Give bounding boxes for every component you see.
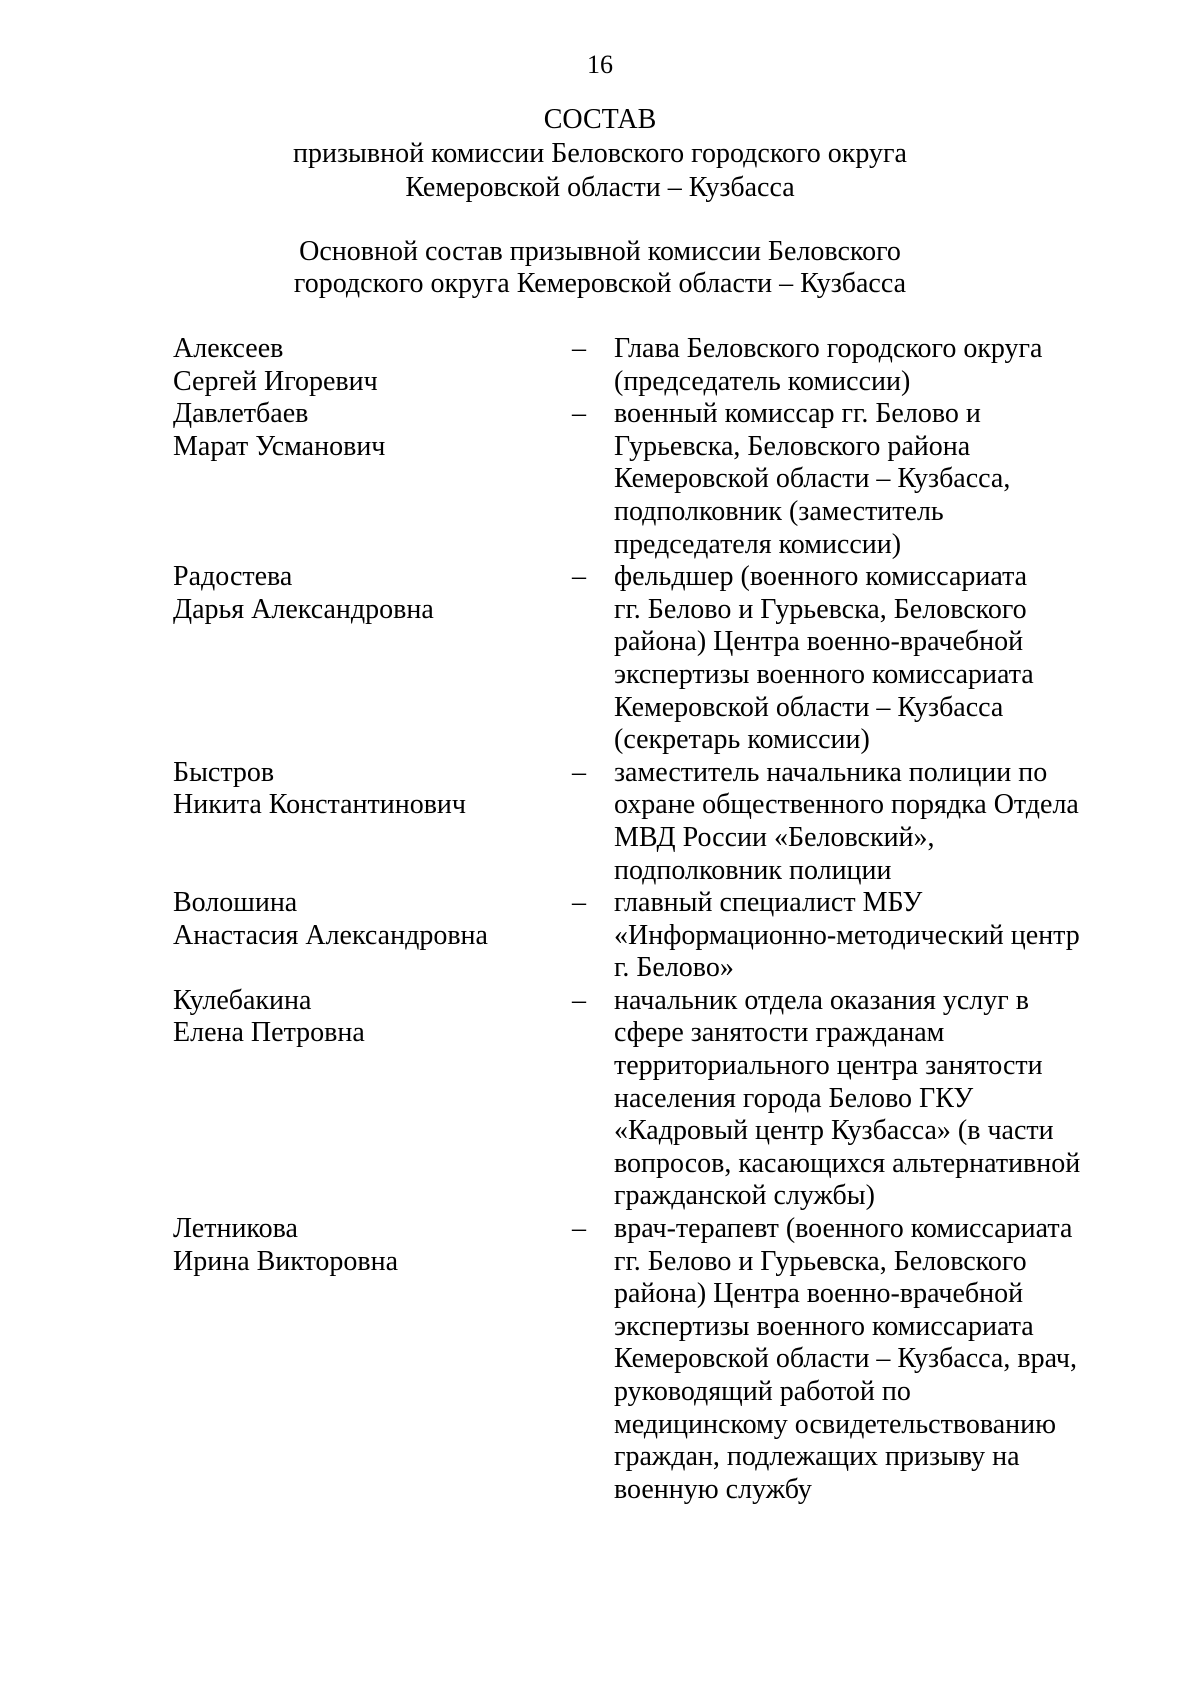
page-number: 16 <box>587 50 613 79</box>
member-given-names: Анастасия Александровна <box>173 919 488 951</box>
title-line-2: призывной комиссии Беловского городского округа <box>293 138 907 169</box>
member-row <box>0 985 1200 1213</box>
member-role-line: руководящий работой по <box>614 1376 911 1407</box>
member-role <box>614 985 1174 1213</box>
title-line-3: Кемеровской области – Кузбасса <box>405 172 795 203</box>
member-role-line: МВД России «Беловский», <box>614 821 935 853</box>
member-dash: – <box>572 756 586 788</box>
member-role-line: (секретарь комиссии) <box>614 724 870 756</box>
member-role-line: сфере занятости гражданам <box>614 1017 945 1049</box>
member-surname: Волошина <box>173 887 298 919</box>
document-title <box>0 103 1200 205</box>
title-line-1: СОСТАВ <box>543 104 657 135</box>
member-role-line: председателя комиссии) <box>614 528 902 560</box>
member-role-line: г. Белово» <box>614 952 734 984</box>
member-role-line: Гурьевска, Беловского района <box>614 430 971 462</box>
member-role-line: гг. Белово и Гурьевска, Беловского <box>614 1245 1027 1277</box>
member-role <box>614 333 1174 398</box>
member-role <box>614 1213 1174 1506</box>
member-dash: – <box>572 333 586 364</box>
member-list <box>0 333 1200 1506</box>
member-row <box>0 561 1200 757</box>
member-given-names: Ирина Викторовна <box>173 1245 399 1277</box>
member-role-line: главный специалист МБУ <box>614 887 923 919</box>
member-row <box>0 1213 1200 1506</box>
member-given-names: Дарья Александровна <box>173 593 434 625</box>
member-name <box>173 985 365 1050</box>
member-role-line: военный комиссар гг. Белово и <box>614 398 981 430</box>
member-given-names: Сергей Игоревич <box>173 365 378 397</box>
member-row <box>0 887 1200 985</box>
member-dash: – <box>572 984 586 1016</box>
member-role-line: Кемеровской области – Кузбасса, <box>614 463 1011 495</box>
member-role-line: территориального центра занятости <box>614 1050 1043 1082</box>
member-row <box>0 333 1200 398</box>
member-role-line: экспертизы военного комиссариата <box>614 1310 1034 1342</box>
member-role-line: гг. Белово и Гурьевска, Беловского <box>614 593 1027 625</box>
member-dash: – <box>572 1213 586 1245</box>
member-role-line: Глава Беловского городского округа <box>614 333 1043 364</box>
member-role-line: врач-терапевт (военного комиссариата <box>614 1213 1073 1245</box>
member-role-line: экспертизы военного комиссариата <box>614 658 1034 690</box>
member-given-names: Никита Константинович <box>173 789 466 821</box>
member-row <box>0 757 1200 887</box>
member-role-line: гражданской службы) <box>614 1180 875 1212</box>
member-name <box>173 398 385 463</box>
member-surname: Алексеев <box>173 333 284 364</box>
member-role-line: района) Центра военно-врачебной <box>614 626 1024 658</box>
member-row <box>0 398 1200 561</box>
member-name <box>173 887 488 952</box>
member-role-line: заместитель начальника полиции по <box>614 756 1048 788</box>
member-role-line: Кемеровской области – Кузбасса <box>614 691 1004 723</box>
member-role <box>614 887 1174 985</box>
member-dash: – <box>572 887 586 919</box>
member-role-line: фельдшер (военного комиссариата <box>614 561 1028 593</box>
member-role-line: граждан, подлежащих призыву на <box>614 1441 1020 1473</box>
member-name <box>173 333 378 398</box>
member-given-names: Марат Усманович <box>173 430 386 462</box>
member-surname: Кулебакина <box>173 984 312 1016</box>
member-dash: – <box>572 561 586 593</box>
member-role-line: «Информационно-методический центр <box>614 919 1080 951</box>
member-role <box>614 561 1174 757</box>
member-name <box>173 757 466 822</box>
member-role-line: начальник отдела оказания услуг в <box>614 984 1029 1016</box>
member-role-line: подполковник (заместитель <box>614 495 944 527</box>
member-role <box>614 398 1174 561</box>
member-name <box>173 1213 398 1278</box>
member-surname: Радостева <box>173 561 293 593</box>
member-surname: Быстров <box>173 756 275 788</box>
member-role-line: охране общественного порядка Отдела <box>614 789 1079 821</box>
member-role-line: Кемеровской области – Кузбасса, врач, <box>614 1343 1077 1375</box>
member-role-line: подполковник полиции <box>614 854 892 886</box>
document-subtitle <box>0 236 1200 300</box>
member-role-line: населения города Белово ГКУ <box>614 1082 974 1114</box>
member-role-line: «Кадровый центр Кузбасса» (в части <box>614 1115 1054 1147</box>
subtitle-line-2: городского округа Кемеровской области – Кузбасса <box>293 268 907 299</box>
member-role-line: вопросов, касающихся альтернативной <box>614 1147 1081 1179</box>
member-role-line: района) Центра военно-врачебной <box>614 1278 1024 1310</box>
member-role-line: военную службу <box>614 1473 812 1505</box>
member-surname: Давлетбаев <box>173 398 309 430</box>
member-role-line: медицинскому освидетельствованию <box>614 1408 1057 1440</box>
member-dash: – <box>572 398 586 430</box>
member-surname: Летникова <box>173 1213 298 1245</box>
subtitle-line-1: Основной состав призывной комиссии Беловского <box>299 236 901 267</box>
member-name <box>173 561 434 626</box>
member-role-line: (председатель комиссии) <box>614 365 911 397</box>
member-given-names: Елена Петровна <box>173 1017 365 1049</box>
member-role <box>614 757 1174 887</box>
